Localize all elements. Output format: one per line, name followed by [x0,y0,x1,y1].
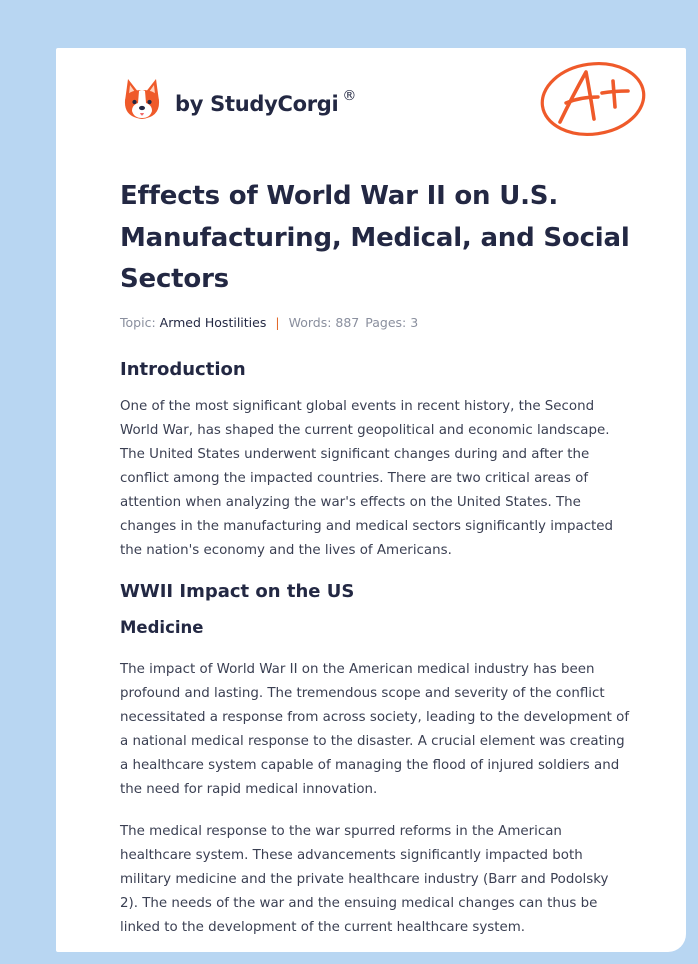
document-content [120,176,630,940]
topic-link[interactable]: Armed Hostilities [159,314,267,330]
topic-label: Topic: [120,314,156,330]
brand-name [175,88,357,116]
brand-text: by StudyCorgi [175,92,339,116]
page-count: Pages: 3 [365,314,419,330]
document-meta [120,315,630,330]
introduction-paragraph: One of the most significant global events in recent history, the Second World War, has shaped the current geopolitical and economic landscape. The United States underwent significant changes during and after the conflict among the impacted countries. There are two critical areas of attention when analyzing the war's effects on the United States. The changes in the manufacturing and medical sectors significantly impacted the nation's economy and the lives of Americans. [120,398,614,558]
a-plus-grade-icon [538,59,648,139]
registered-mark: ® [342,88,357,104]
document-title: Effects of World War II on U.S. Manufacturing, Medical, and Social Sectors [120,181,630,294]
wwii-impact-heading: WWII Impact on the US [120,580,355,602]
studycorgi-logo[interactable] [122,76,356,124]
medicine-subheading: Medicine [120,617,204,637]
introduction-heading: Introduction [120,358,246,380]
corgi-icon [122,77,162,123]
meta-separator: | [275,314,280,330]
word-count: Words: 887 [288,314,360,330]
medicine-paragraph-1: The impact of World War II on the American medical industry has been profound and lasting. The tremendous scope and severity of the conflict necessitated a response from across society, leading to the development of a national medical response to the disaster. A crucial element was creating a healthcare system capable of managing the flood of injured soldiers and the need for rapid medical innovation. [120,661,630,797]
medicine-paragraph-2: The medical response to the war spurred reforms in the American healthcare system. These advancements significantly impacted both military medicine and the private healthcare industry (Barr and Podolsky 2). The needs of the war and the ensuing medical changes can thus be linked to the development of the current healthcare system. [120,823,609,935]
document-page [56,48,686,952]
